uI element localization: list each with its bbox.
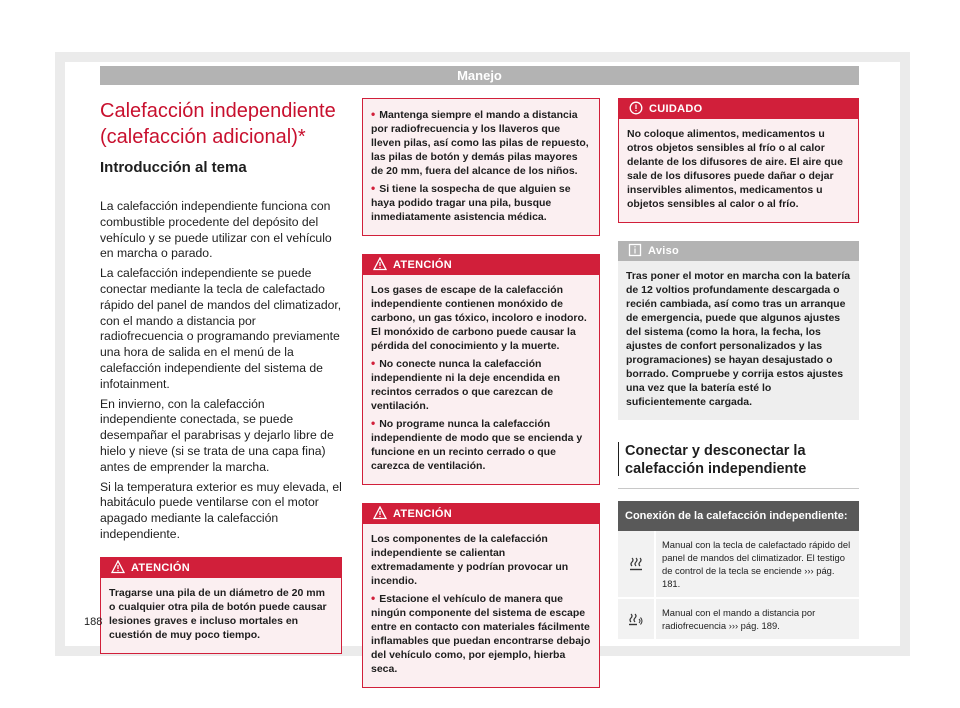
warning-box	[362, 503, 600, 688]
warning-text: Los componentes de la calefacción independiente se calientan extremadamente y podrían provocar un incendio.	[371, 533, 569, 587]
warning-triangle-icon	[373, 257, 387, 271]
warning-label: ATENCIÓN	[393, 508, 453, 520]
column-middle	[362, 98, 600, 706]
remote-heater-icon	[628, 611, 644, 627]
section-header: Manejo	[100, 66, 859, 85]
note-label: Aviso	[648, 245, 680, 257]
warning-header	[363, 255, 599, 275]
paragraph: En invierno, con la calefacción independiente conectada, se puede desempañar el parabrisas y dejarlo libre de hielo y nieve (si se trata de una capa fina) antes de emprender la marcha.	[100, 396, 334, 474]
intro-text	[100, 199, 342, 543]
caution-label: CUIDADO	[649, 103, 703, 115]
warning-triangle-icon	[111, 560, 125, 574]
page-title: Calefacción independiente (calefacción adicional)*	[100, 100, 336, 148]
warning-text: Los gases de escape de la calefacción independiente contienen monóxido de carbono, un gas tóxico, incoloro e inodoro. El monóxido de carbono puede causar la pérdida del conocimiento y la muerte.	[371, 284, 587, 352]
warning-triangle-icon	[373, 506, 387, 520]
note-header	[618, 241, 859, 261]
warning-bullet: • No conecte nunca la calefacción independiente ni la deje encendida en recintos cerrados o que carezcan de ventilación.	[371, 356, 591, 413]
warning-box	[100, 557, 342, 654]
note-body	[618, 261, 859, 420]
section-subheading: Conectar y desconectar la calefacción independiente	[618, 442, 859, 489]
warning-bullet: • No programe nunca la calefacción independiente de modo que se encienda y funcione en un recinto cerrado o que carezca de ventilación.	[371, 416, 591, 473]
warning-body	[363, 275, 599, 484]
warning-header	[363, 504, 599, 524]
caution-text: No coloque alimentos, medicamentos u otros objetos sensibles al frío o al calor delante de los difusores de aire. El aire que sale de los difusores puede dañar o dejar inservibles alimentos, medicamentos u objetos sensibles al calor o al frío.	[627, 128, 843, 210]
table-cell: Manual con el mando a distancia por radiofrecuencia ››› pág. 189.	[662, 607, 816, 631]
table-row	[618, 531, 859, 599]
column-left	[100, 98, 342, 672]
warning-bullet: • Mantenga siempre el mando a distancia por radiofrecuencia y los llaveros que lleven pilas, así como las pilas de repuesto, las pilas de botón y demás pilas mayores de 20 mm, fuera del alcance de los niños.	[371, 107, 591, 178]
caution-body	[619, 119, 858, 222]
column-right	[618, 98, 859, 641]
heater-button-icon	[629, 556, 643, 572]
page-subtitle: Introducción al tema	[100, 159, 247, 176]
warning-box	[362, 254, 600, 485]
warning-bullet: • Si tiene la sospecha de que alguien se haya podido tragar una pila, busque inmediatamente asistencia médica.	[371, 181, 591, 224]
warning-body	[363, 524, 599, 687]
warning-text: Tragarse una pila de un diámetro de 20 mm o cualquier otra pila de botón puede causar lesiones graves e incluso mortales en cuestión de muy poco tiempo.	[109, 586, 327, 641]
caution-icon	[629, 101, 643, 115]
table-header: Conexión de la calefacción independiente:	[618, 501, 859, 531]
warning-continuation-box	[362, 98, 600, 236]
caution-box	[618, 98, 859, 223]
paragraph: La calefacción independiente funciona con combustible procedente del depósito del vehículo y se puede utilizar con el vehículo en marcha o parado.	[100, 199, 332, 261]
caution-header	[619, 99, 858, 119]
note-box	[618, 241, 859, 420]
warning-bullet: • Estacione el vehículo de manera que ningún componente del sistema de escape entre en contacto con materiales fácilmente inflamables que puedan encontrarse debajo del vehículo como, por ejemplo, hierba seca.	[371, 591, 591, 676]
warning-continuation-body	[363, 99, 599, 235]
paragraph: Si la temperatura exterior es muy elevada, el habitáculo puede ventilarse con el motor apagado mediante la calefacción independiente.	[100, 479, 342, 541]
page-number: 188	[84, 616, 103, 628]
connection-table	[618, 501, 859, 641]
warning-header	[101, 558, 341, 578]
table-row	[618, 599, 859, 641]
warning-label: ATENCIÓN	[393, 259, 453, 271]
warning-label: ATENCIÓN	[131, 561, 191, 574]
paragraph: La calefacción independiente se puede conectar mediante la tecla de calefactado rápido del panel de mandos del climatizador, con el mando a distancia por radiofrecuencia o programando previamente una hora de salida en el menú de la calefacción independiente del sistema de infotainment.	[100, 266, 342, 391]
info-icon	[628, 243, 642, 257]
note-text: Tras poner el motor en marcha con la batería de 12 voltios profundamente descargada o recién cambiada, así como tras un arranque de emergencia, puede que algunos ajustes del sistema (como la hora, la fecha, los ajustes de confort personalizados y las programaciones) se hayan desajustado o borrado. Compruebe y corrija estos ajustes una vez que la batería esté lo suficientemente cargada.	[626, 270, 851, 408]
table-cell: Manual con la tecla de calefactado rápido del panel de mandos del climatizador. El testigo de control de la tecla se enciende ››› pág. 181.	[662, 539, 851, 589]
warning-body	[101, 578, 341, 653]
